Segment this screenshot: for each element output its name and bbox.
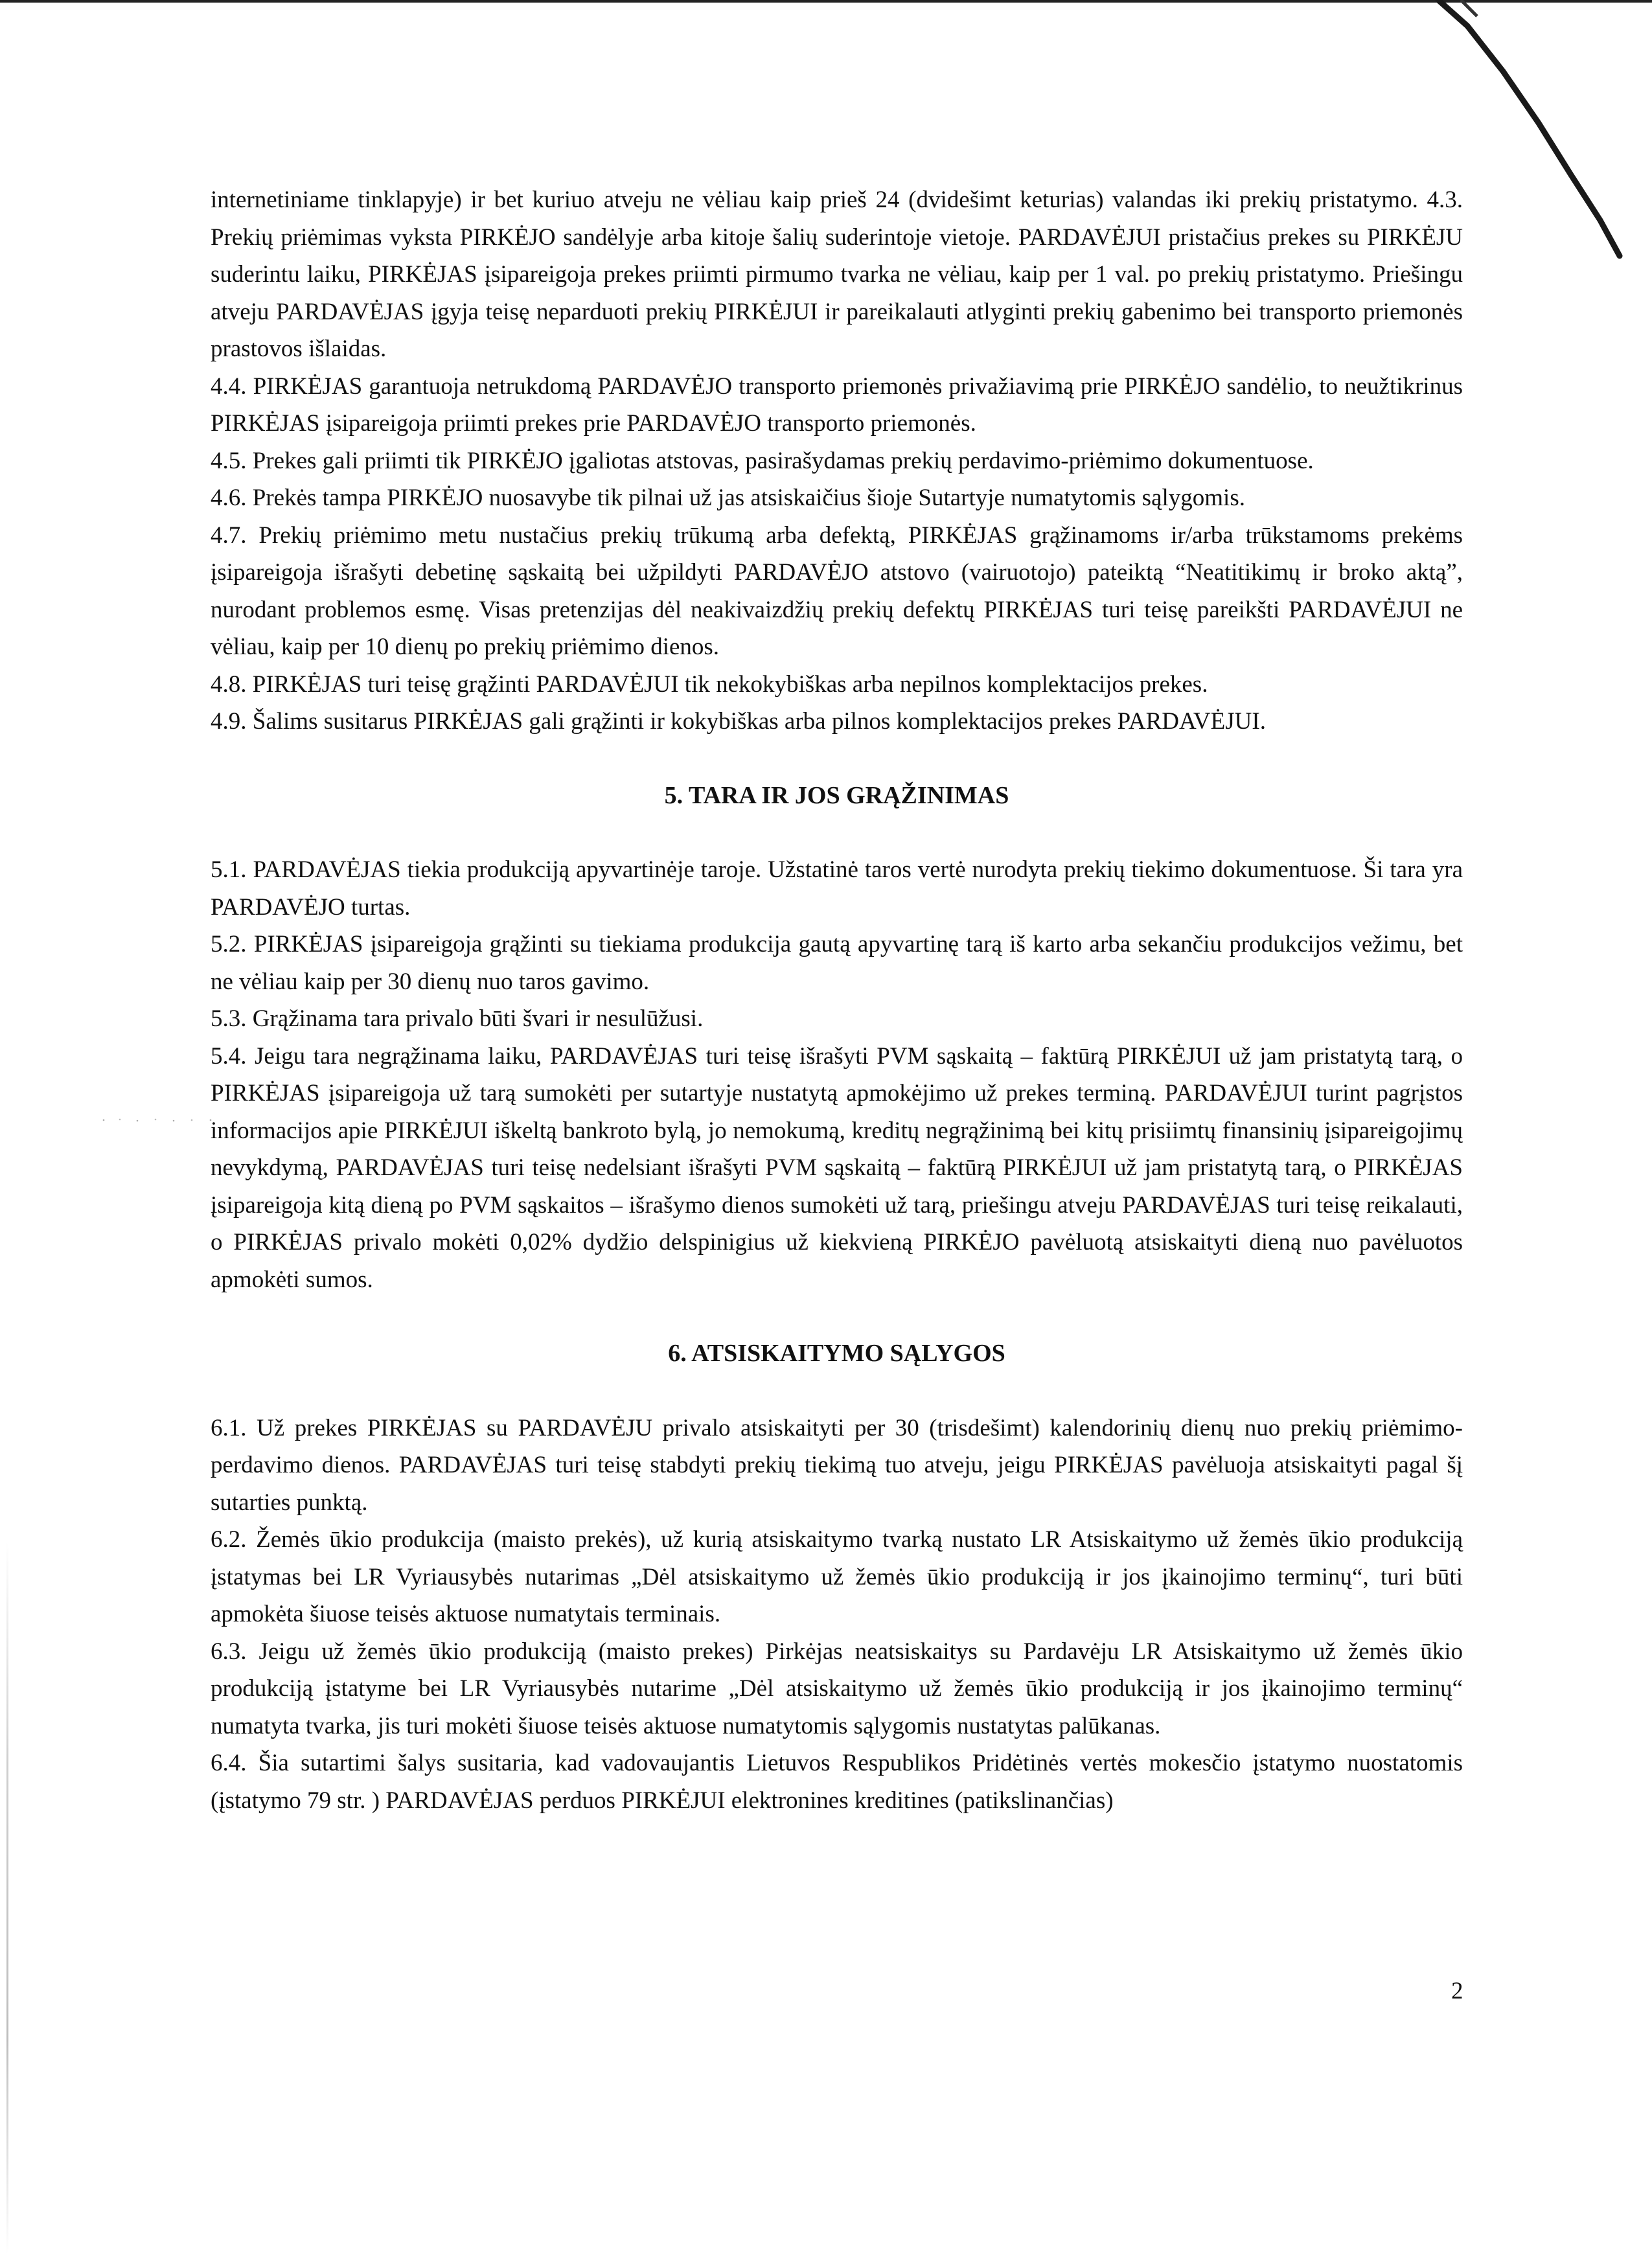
paragraph-4-4: 4.4. PIRKĖJAS garantuoja netrukdomą PARDAVĖJO transporto priemonės privažiavimą prie PIRKĖJO sandėlio, to neužtikrinus PIRKĖJAS įsipareigoja priimti prekes prie PARDAVĖJO transporto priemonės. bbox=[211, 372, 1463, 437]
page-number: 2 bbox=[1451, 1978, 1463, 2004]
paragraph-4-5: 4.5. Prekes gali priimti tik PIRKĖJO įgaliotas atstovas, pasirašydamas prekių perdavimo-priėmimo dokumentuose. bbox=[211, 447, 1314, 474]
paragraph-4-7: 4.7. Prekių priėmimo metu nustačius prekių trūkumą arba defektą, PIRKĖJAS grąžinamoms ir/arba trūkstamoms prekėms įsipareigoja išrašyti debetinę sąskaitą bei užpildyti PARDAVĖJO atstovo (vairuotojo) pateiktą “Neatitikimų ir broko aktą”, nurodant problemos esmę. Visas pretenzijas dėl neakivaizdžių prekių defektų PIRKĖJAS turi teisę pareikšti PARDAVĖJUI ne vėliau, kaip per 10 dienų po prekių priėmimo dienos. bbox=[211, 521, 1463, 660]
paragraph-6-2: 6.2. Žemės ūkio produkcija (maisto prekės), už kurią atsiskaitymo tvarką nustato LR Atsiskaitymo už žemės ūkio produkciją įstatymas bei LR Vyriausybės nutarimas „Dėl atsiskaitymo už žemės ūkio produkciją ir jos įkainojimo terminų“, turi būti apmokėta šiuose teisės aktuose numatytais terminais. bbox=[211, 1526, 1463, 1627]
scan-left-edge-mark bbox=[6, 1542, 8, 2254]
paragraph-6-1: 6.1. Už prekes PIRKĖJAS su PARDAVĖJU privalo atsiskaityti per 30 (trisdešimt) kalendorinių dienų nuo prekių priėmimo-perdavimo dienos. PARDAVĖJAS turi teisę stabdyti prekių tiekimą tuo atveju, jeigu PIRKĖJAS pavėluoja atsiskaityti pagal šį sutarties punktą. bbox=[211, 1414, 1463, 1516]
paragraph-4-8: 4.8. PIRKĖJAS turi teisę grąžinti PARDAVĖJUI tik nekokybiškas arba nepilnos komplektacijos prekes. bbox=[211, 670, 1208, 698]
paragraph-6-4: 6.4. Šia sutartimi šalys susitaria, kad vadovaujantis Lietuvos Respublikos Pridėtinės vertės mokesčio įstatymo nuostatomis (įstatymo 79 str. ) PARDAVĖJAS perduos PIRKĖJUI elektronines kreditines (patikslinančias) bbox=[211, 1750, 1463, 1814]
paragraph-5-3: 5.3. Grąžinama tara privalo būti švari ir nesulūžusi. bbox=[211, 1005, 704, 1032]
paragraph-5-4: 5.4. Jeigu tara negrąžinama laiku, PARDAVĖJAS turi teisę išrašyti PVM sąskaitą – faktūrą PIRKĖJUI už jam pristatytą tarą, o PIRKĖJAS įsipareigoja už tarą sumokėti per sutartyje nustatytą apmokėjimo už prekes terminą. PARDAVĖJUI turint pagrįstos informacijos apie PIRKĖJUI iškeltą bankroto bylą, jo nemokumą, kreditų negrąžinimą bei kitų prisiimtų finansinių įsipareigojimų nevykdymą, PARDAVĖJAS turi teisę nedelsiant išrašyti PVM sąskaitą – faktūrą PIRKĖJUI už jam pristatytą tarą, o PIRKĖJAS įsipareigoja kitą dieną po PVM sąskaitos – išrašymo dienos sumokėti už tarą, priešingu atveju PARDAVĖJAS turi teisę reikalauti, o PIRKĖJAS privalo mokėti 0,02% dydžio delspinigius už kiekvieną PIRKĖJO pavėluotą atsiskaityti dieną nuo pavėluotos apmokėti sumos. bbox=[211, 1042, 1463, 1293]
paragraph-6-3: 6.3. Jeigu už žemės ūkio produkciją (maisto prekes) Pirkėjas neatsiskaitys su Pardavėju LR Atsiskaitymo už žemės ūkio produkciją įstatyme bei LR Vyriausybės nutarime „Dėl atsiskaitymo už žemės ūkio produkciją ir jos įkainojimo terminų“ numatyta tvarka, jis turi mokėti šiuose teisės aktuose numatytomis sąlygomis nustatytas palūkanas. bbox=[211, 1638, 1463, 1739]
paragraph-5-1: 5.1. PARDAVĖJAS tiekia produkciją apyvartinėje taroje. Užstatinė taros vertė nurodyta prekių tiekimo dokumentuose. Ši tara yra PARDAVĖJO turtas. bbox=[211, 856, 1463, 921]
scan-top-edge-line bbox=[0, 0, 1652, 3]
scan-noise-marks bbox=[97, 1117, 227, 1123]
paragraph-5-2: 5.2. PIRKĖJAS įsipareigoja grąžinti su tiekiama produkcija gautą apyvartinę tarą iš karto arba sekančiu produkcijos vežimu, bet ne vėliau kaip per 30 dienų nuo taros gavimo. bbox=[211, 931, 1463, 995]
paragraph-4-6: 4.6. Prekės tampa PIRKĖJO nuosavybe tik pilnai už jas atsiskaičius šioje Sutartyje numatytomis sąlygomis. bbox=[211, 485, 1245, 511]
document-body bbox=[211, 181, 1463, 1819]
paragraph-4-2-continued: internetiniame tinklapyje) ir bet kuriuo atveju ne vėliau kaip prieš 24 (dvidešimt keturias) valandas iki prekių pristatymo. 4.3. Prekių priėmimas vyksta PIRKĖJO sandėlyje arba kitoje šalių suderintoje vietoje. PARDAVĖJUI pristačius prekes su PIRKĖJU suderintu laiku, PIRKĖJAS įsipareigoja prekes priimti pirmumo tvarka ne vėliau, kaip per 1 val. po prekių pristatymo. Priešingu atveju PARDAVĖJAS įgyja teisę neparduoti prekių PIRKĖJUI ir pareikalauti atlyginti prekių gabenimo bei transporto priemonės prastovos išlaidas. bbox=[211, 187, 1463, 362]
section-5-heading: 5. TARA IR JOS GRĄŽINIMAS bbox=[664, 781, 1009, 809]
paragraph-4-9: 4.9. Šalims susitarus PIRKĖJAS gali grąžinti ir kokybiškas arba pilnos komplektacijos prekes PARDAVĖJUI. bbox=[211, 708, 1266, 735]
section-6-heading: 6. ATSISKAITYMO SĄLYGOS bbox=[668, 1340, 1005, 1367]
